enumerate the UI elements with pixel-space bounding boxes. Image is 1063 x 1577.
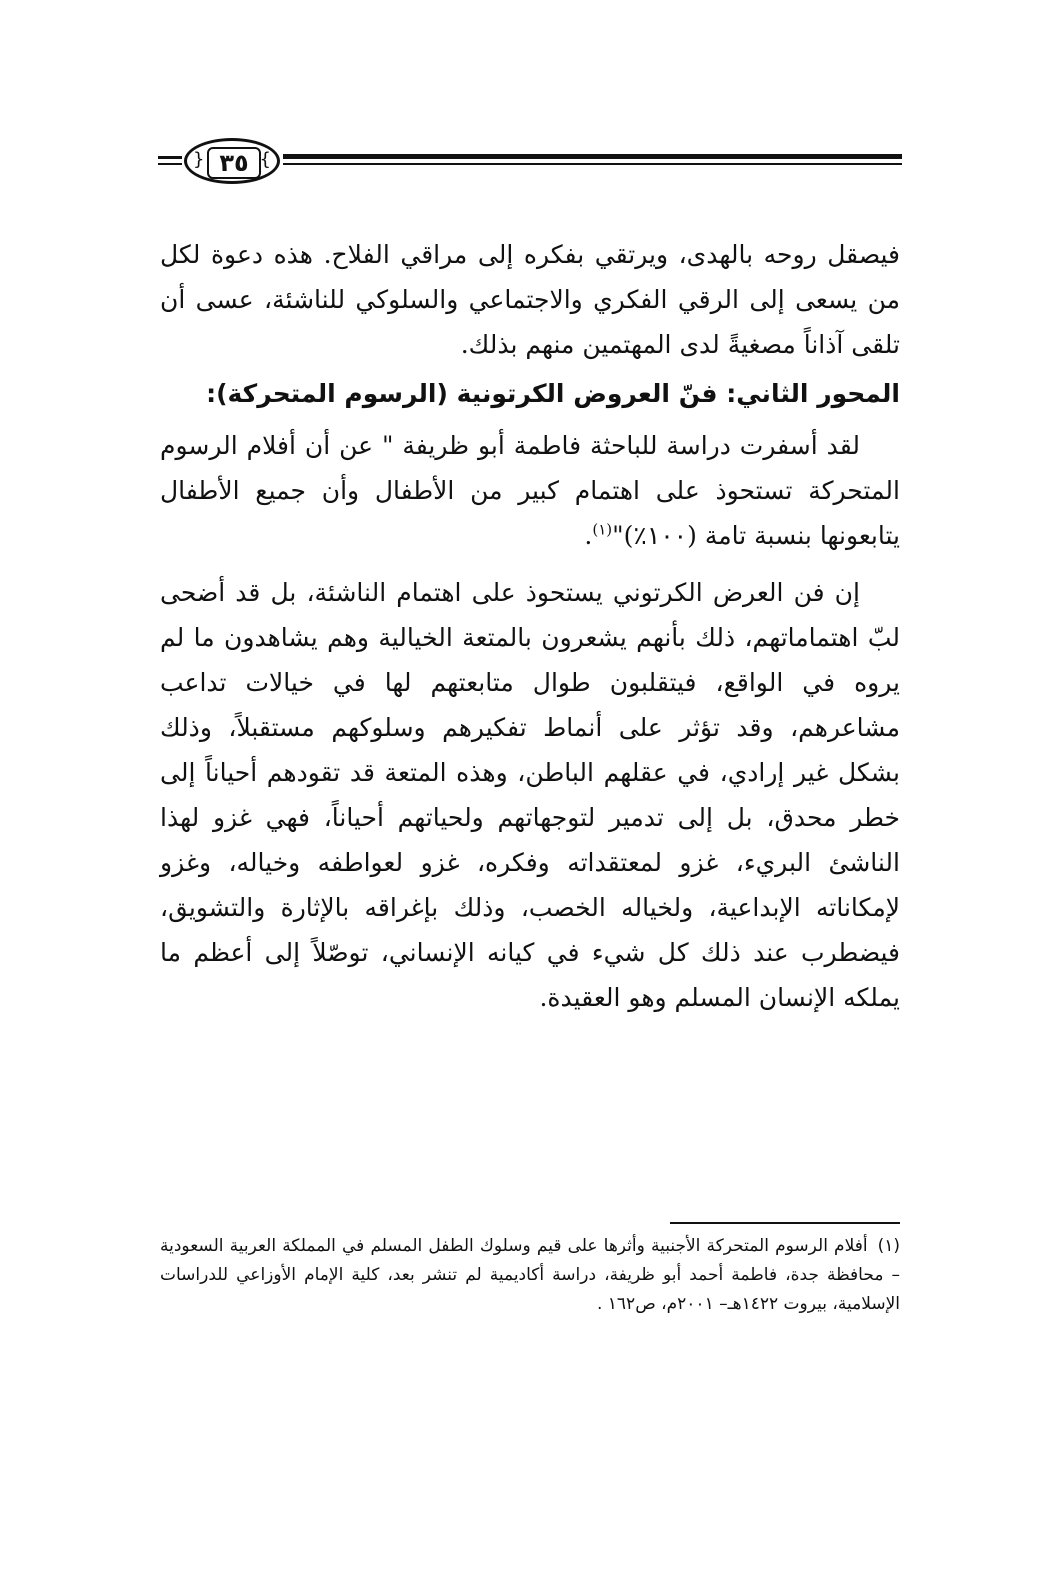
page-header bbox=[158, 134, 902, 194]
page-number: ٣٥ bbox=[207, 147, 261, 179]
footnote-number: (١) bbox=[877, 1236, 900, 1256]
page-body bbox=[160, 232, 900, 1020]
footnote-text: أفلام الرسوم المتحركة الأجنبية وأثرها على قيم وسلوك الطفل المسلم في المملكة العربية السعودية – محافظة جدة، فاطمة أحمد أبو ظريفة، دراسة أكاديمية لم تنشر بعد، كلية الإمام الأوزاعي للدراسات الإسلامية، بيروت ١٤٢٢هـ– ٢٠٠١م، ص١٦٢ . bbox=[160, 1236, 900, 1314]
footnote-separator bbox=[670, 1222, 900, 1224]
paragraph-main: إن فن العرض الكرتوني يستحوذ على اهتمام الناشئة، بل قد أضحى لبّ اهتماماتهم، ذلك بأنهم يشعرون بالمتعة الخيالية وهم يشاهدون ما لم يروه في الواقع، فيتقلبون طوال متابعتهم لها في خيالات تداعب مشاعرهم، وقد تؤثر على أنماط تفكيرهم وسلوكهم مستقبلاً، وذلك بشكل غير إرادي، في عقلهم الباطن، وهذه المتعة قد تقودهم أحياناً إلى خطر محدق، بل إلى تدمير لتوجهاتهم ولحياتهم أحياناً، فهي غزو لهذا الناشئ البريء، غزو لمعتقداته وفكره، غزو لعواطفه وخياله، وغزو لإمكاناته الإبداعية، ولخياله الخصب، وذلك بإغراقه بالإثارة والتشويق، فيضطرب عند ذلك كل شيء في كيانه الإنساني، توصّلاً إلى أعظم ما يملكه الإنسان المسلم وهو العقيدة. bbox=[160, 578, 900, 1012]
ornament-curl-right: { bbox=[259, 149, 271, 170]
header-rule-left bbox=[158, 156, 182, 159]
header-rule-left-thin bbox=[158, 163, 182, 165]
header-rule-thin bbox=[283, 163, 902, 165]
paragraph-gap bbox=[160, 558, 900, 570]
paragraph-quote bbox=[160, 423, 900, 558]
header-rule-thick bbox=[283, 154, 902, 159]
quote-end: . bbox=[584, 521, 593, 550]
footnote-reference[interactable]: (١) bbox=[592, 520, 613, 539]
paragraph-intro: فيصقل روحه بالهدى، ويرتقي بفكره إلى مراقي الفلاح. هذه دعوة لكل من يسعى إلى الرقي الفكري والاجتماعي والسلوكي للناشئة، عسى أن تلقى آذاناً مصغيةً لدى المهتمين منهم بذلك. bbox=[160, 240, 900, 359]
page-number-ornament bbox=[184, 138, 280, 184]
section-heading: المحور الثاني: فنّ العروض الكرتونية (الرسوم المتحركة): bbox=[206, 379, 900, 408]
quote-text: لقد أسفرت دراسة للباحثة فاطمة أبو ظريفة " عن أن أفلام الرسوم المتحركة تستحوذ على اهتمام كبير من الأطفال وأن جميع الأطفال يتابعونها بنسبة تامة (١٠٠٪)" bbox=[160, 431, 900, 550]
footnote bbox=[160, 1232, 900, 1319]
ornament-curl-left: } bbox=[193, 149, 205, 170]
